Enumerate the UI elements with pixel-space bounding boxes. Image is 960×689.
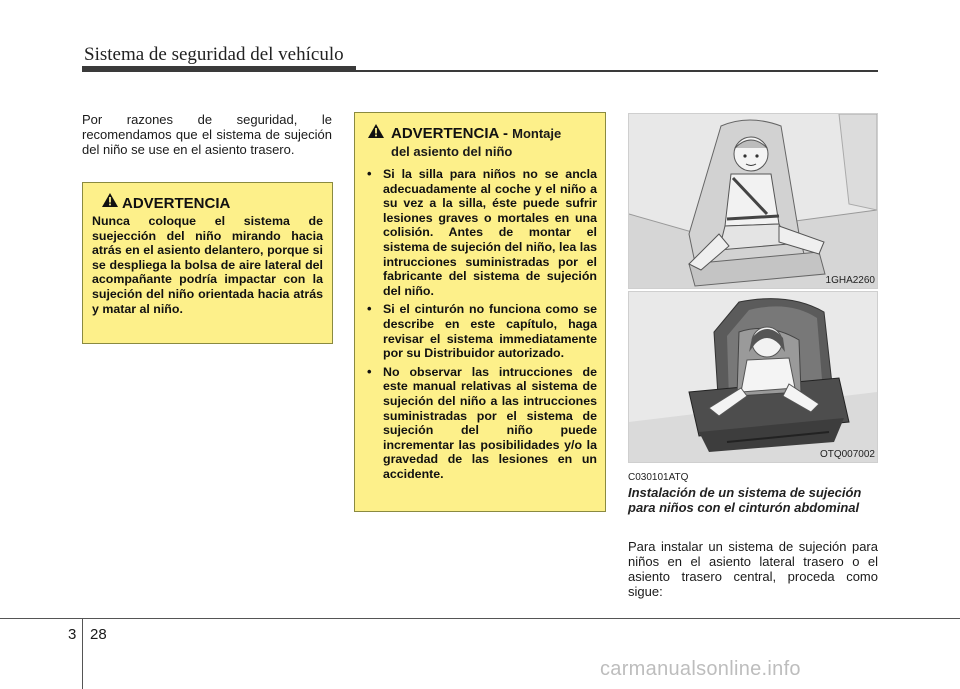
figure-booster-seat [628, 113, 878, 289]
figure-code: 1GHA2260 [825, 275, 875, 286]
booster-seat-illustration [629, 114, 877, 288]
footer-rule [0, 618, 960, 619]
chapter-number: 3 [68, 626, 77, 643]
warning-list-item: • No observar las intrucciones de este manual relativas al sistema de sujeción del niño a las intrucciones suministradas por el sistema de sujeción del niño puede incrementar las posibilidades y/o la gravedad de las lesiones en un accidente. [361, 365, 597, 482]
figure-child-seat-rear [628, 291, 878, 463]
warning-list-item: • Si el cinturón no funciona como se describe en este capítulo, haga revisar el sistema immediatamente por su Distribuidor autorizado. [361, 302, 597, 360]
warning-triangle-icon [101, 192, 119, 208]
page-header-title: Sistema de seguridad del vehículo [84, 44, 344, 65]
footer-divider [82, 618, 83, 689]
warning-header [83, 183, 332, 212]
figure-code: OTQ007002 [819, 449, 875, 460]
rear-seat-illustration [629, 292, 877, 462]
warning-box-child-seat-mounting [354, 112, 606, 512]
warning-title: ADVERTENCIA - [391, 125, 513, 142]
header-rule [82, 70, 878, 72]
warning-title-line2: del asiento del niño [391, 144, 513, 159]
section-title: Instalación de un sistema de sujeción para niños con el cinturón abdominal [628, 485, 862, 515]
watermark: carmanualsonline.info [600, 658, 801, 680]
warning-title: ADVERTENCIA [122, 195, 231, 212]
warning-header [355, 113, 605, 161]
warning-title-sub: Montaje [512, 126, 562, 141]
warning-list-item: • Si la silla para niños no se ancla adecuadamente al coche y el niño a su vez a la silla, éste puede sufrir lesiones graves o mortales en una colisión. Antes de montar el sistema de sujeción del niño, lea las intrucciones suministradas por el fabricante del sistema de sujeción del niño. [361, 167, 597, 298]
page-number: 28 [90, 626, 107, 643]
warning-list [355, 161, 605, 481]
warning-box-front-seat [82, 182, 333, 344]
warning-triangle-icon [367, 123, 385, 139]
section-body: Para instalar un sistema de sujeción para niños en el asiento lateral trasero o el asiento trasero central, proceda como sigue: [628, 539, 878, 599]
warning-body: Nunca coloque el sistema de suejección del niño mirando hacia atrás en el asiento delantero, porque si se despliega la bolsa de aire lateral del acompañante podría impactar con la sujeción del niño orientada hacia atrás y matar al niño. [92, 214, 323, 316]
intro-paragraph: Por razones de seguridad, le recomendamos que el sistema de sujeción del niño se use en el asiento trasero. [82, 112, 332, 157]
section-code: C030101ATQ [628, 472, 689, 483]
